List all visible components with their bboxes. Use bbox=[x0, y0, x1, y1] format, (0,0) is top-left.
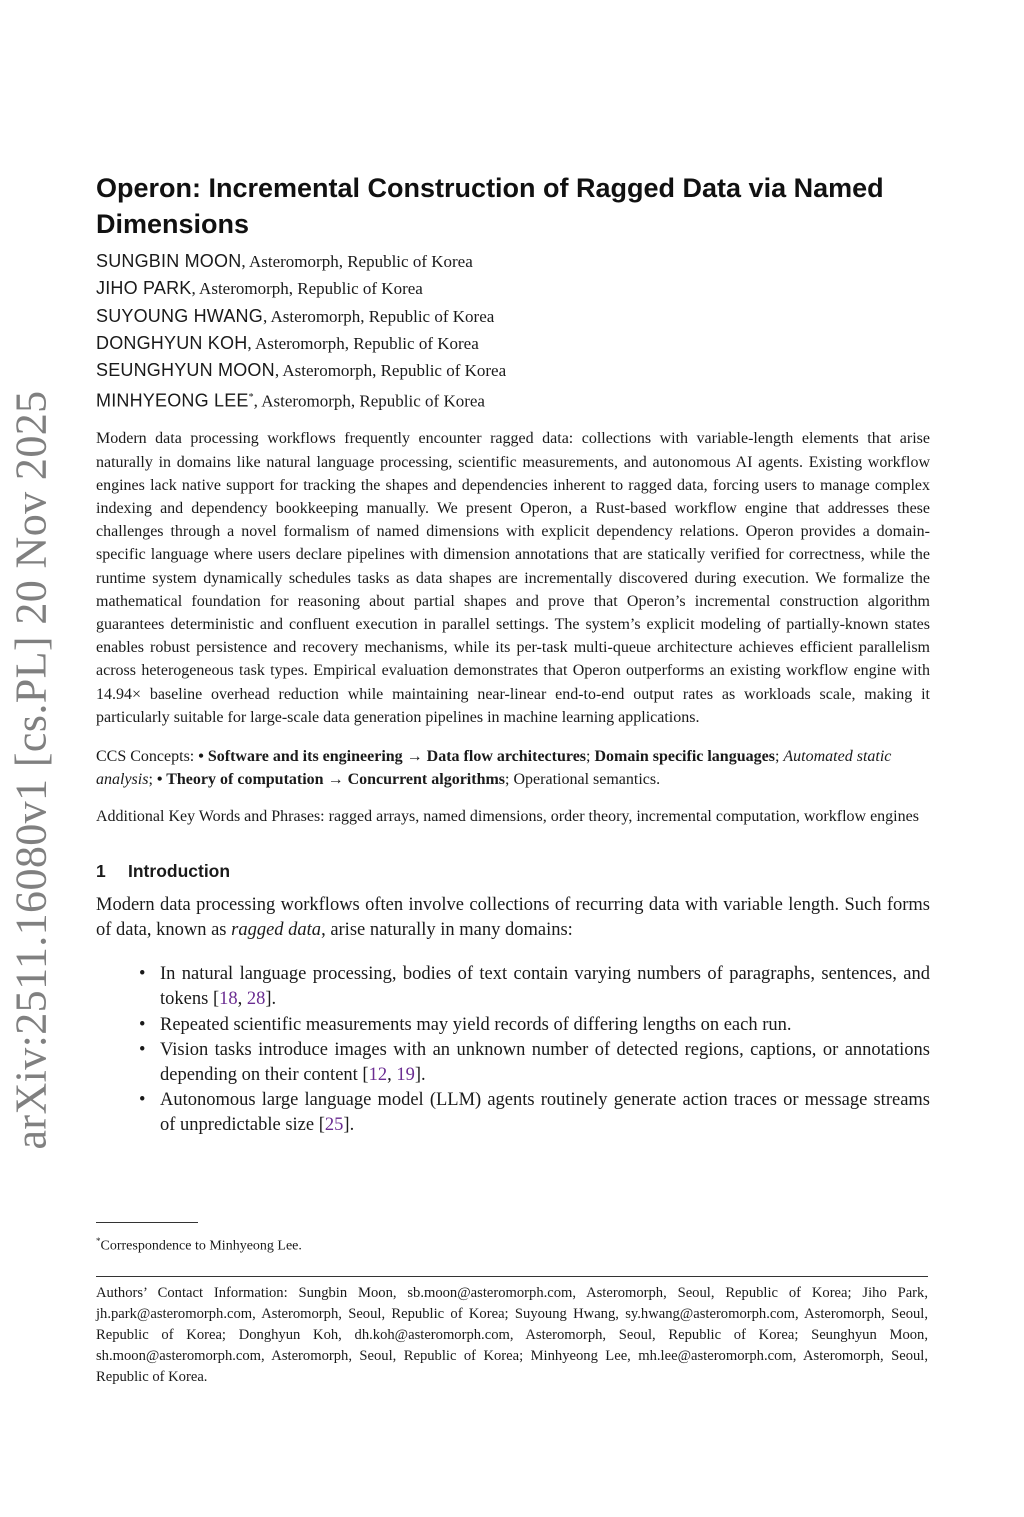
paper-title: Operon: Incremental Construction of Ragged Data via Named Dimensions bbox=[96, 173, 884, 239]
citation-link[interactable]: 25 bbox=[324, 1115, 344, 1136]
ccs-concept: Concurrent algorithms bbox=[347, 771, 506, 789]
list-item-text: Vision tasks introduce images with an unknown number of detected regions, captions, or annotations depending on their content bbox=[160, 1039, 930, 1085]
author-name: JIHO PARK bbox=[96, 278, 192, 299]
footnote bbox=[96, 1232, 302, 1256]
ccs-arrow: → bbox=[327, 771, 344, 789]
list-item-end: . bbox=[349, 1115, 355, 1136]
list-item bbox=[96, 1013, 930, 1038]
contact-divider bbox=[96, 1276, 928, 1277]
citation-link[interactable]: 12 bbox=[368, 1065, 388, 1085]
ccs-concept: Domain specific languages bbox=[594, 748, 775, 766]
author-name: MINHYEONG LEE bbox=[96, 391, 249, 412]
author-contact-info: Authors’ Contact Information: Sungbin Moon, sb.moon@asteromorph.com, Asteromorph, Seoul, Republic of Korea; Jiho Park, jh.park@asteromorph.com, Asteromorph, Seoul, Republic of Korea; Suyoung Hwang, sy.hwang@asteromorph.com, Asteromorph, Seoul, Republic of Korea; Donghyun Koh, dh.koh@asteromorph.com, Asteromorph, Seoul, Republic of Korea; Seunghyun Moon, sh.moon@asteromorph.com, Asteromorph, Seoul, Republic of Korea; Minhyeong Lee, mh.lee@asteromorph.com, Asteromorph, Seoul, Republic of Korea. bbox=[96, 1285, 928, 1385]
author-affiliation: Asteromorph, Republic of Korea bbox=[248, 252, 473, 271]
author-entry: MINHYEONG LEE*, Asteromorph, Republic of Korea bbox=[96, 391, 485, 412]
list-item-end: . bbox=[271, 989, 277, 1010]
section-heading bbox=[96, 859, 930, 883]
citation-link[interactable]: 28 bbox=[246, 989, 266, 1010]
list-item: • In natural language processing, bodies of text contain varying numbers of paragraphs, sentences, and tokens [18, 28]. bbox=[96, 962, 930, 1012]
footnote-divider bbox=[96, 1222, 198, 1223]
list-item: • Autonomous large language model (LLM) agents routinely generate action traces or message streams of unpredictable size [25]. bbox=[96, 1088, 930, 1138]
ccs-separator: ; bbox=[148, 771, 153, 789]
footnote-text: Correspondence to Minhyeong Lee. bbox=[100, 1238, 302, 1254]
author-entry: DONGHYUN KOH, Asteromorph, Republic of Korea bbox=[96, 332, 479, 353]
author-affiliation: Asteromorph, Republic of Korea bbox=[282, 361, 507, 381]
ccs-concept: Operational semantics. bbox=[513, 771, 661, 789]
citation-link[interactable]: 19 bbox=[396, 1065, 415, 1085]
section-number: 1 bbox=[96, 860, 106, 881]
footnote-marker[interactable]: * bbox=[248, 392, 254, 404]
keywords: Additional Key Words and Phrases: ragged arrays, named dimensions, order theory, incremental computation, workflow engines bbox=[96, 808, 919, 826]
abstract: Modern data processing workflows frequently encounter ragged data: collections with variable-length elements that arise naturally in domains like natural language processing, scientific measurements, and autonomous AI agents. Existing workflow engines lack native support for tracking the shapes and dependencies inherent to ragged data, forcing users to manage complex indexing and dependency bookkeeping manually. We present Operon, a Rust-based workflow engine that addresses these challenges through a novel formalism of named dimensions with explicit dependency relations. Operon provides a domain-specific language where users declare pipelines with dimension annotations that are statically verified for correctness, while the runtime system dynamically schedules tasks as data shapes are incrementally discovered during execution. We formalize the mathematical foundation for reasoning about partial shapes and prove that Operon’s incremental construction algorithm guarantees deterministic and confluent execution in parallel settings. The system’s explicit modeling of partially-known states enables robust persistence and recovery mechanisms, while its per-task multi-queue architecture achieves efficient parallelism across heterogeneous task types. Empirical evaluation demonstrates that Operon outperforms an existing workflow engine with 14.94× baseline overhead reduction while maintaining near-linear end-to-end output rates as workloads scale, making it particularly suitable for large-scale data generation pipelines in machine learning applications. bbox=[96, 430, 930, 726]
author-name: SUNGBIN MOON bbox=[96, 251, 242, 271]
intro-bullet-list bbox=[96, 962, 930, 1138]
author-list bbox=[96, 248, 930, 415]
author-name: DONGHYUN KOH bbox=[96, 332, 248, 353]
list-item-text: Repeated scientific measurements may yield records of differing lengths on each run. bbox=[160, 1014, 792, 1035]
list-item: • Vision tasks introduce images with an unknown number of detected regions, captions, or annotations depending on their content [12, 19]. bbox=[96, 1038, 930, 1088]
footnote-mark: * bbox=[96, 1236, 101, 1246]
author-affiliation: Asteromorph, Republic of Korea bbox=[199, 279, 423, 299]
list-item-text: Autonomous large language model (LLM) agents routinely generate action traces or message streams of unpredictable size bbox=[160, 1090, 930, 1136]
ccs-concept: Software and its engineering bbox=[207, 748, 403, 766]
author-name: SUYOUNG HWANG bbox=[96, 305, 263, 326]
ccs-separator: ; bbox=[586, 748, 591, 766]
author-entry: SUNGBIN MOON, Asteromorph, Republic of Korea bbox=[96, 251, 473, 271]
author-entry: SEUNGHYUN MOON, Asteromorph, Republic of Korea bbox=[96, 360, 507, 381]
author-affiliation: Asteromorph, Republic of Korea bbox=[261, 392, 485, 412]
intro-emphasis: ragged data bbox=[231, 920, 322, 941]
ccs-concept: Data flow architectures bbox=[426, 748, 587, 766]
intro-paragraph bbox=[96, 893, 930, 944]
list-item-text: In natural language processing, bodies of text contain varying numbers of paragraphs, sentences, and tokens bbox=[160, 964, 930, 1010]
ccs-concept: Automated static analysis bbox=[96, 748, 892, 789]
author-name: SEUNGHYUN MOON bbox=[96, 360, 275, 381]
ccs-bullet: • bbox=[156, 771, 163, 789]
arxiv-identifier-stamp: arXiv:2511.16080v1 [cs.PL] 20 Nov 2025 bbox=[6, 390, 56, 1150]
paper-page bbox=[96, 170, 930, 1139]
ccs-concepts bbox=[96, 745, 930, 791]
author-affiliation: Asteromorph, Republic of Korea bbox=[270, 306, 495, 326]
ccs-separator: ; bbox=[505, 771, 510, 789]
ccs-label: CCS Concepts: bbox=[96, 748, 195, 766]
author-entry: SUYOUNG HWANG, Asteromorph, Republic of Korea bbox=[96, 305, 495, 326]
ccs-separator: ; bbox=[774, 748, 780, 766]
ccs-concept: Theory of computation bbox=[166, 771, 324, 789]
citation-link[interactable]: 18 bbox=[219, 989, 238, 1010]
intro-text: Modern data processing workflows often involve collections of recurring data with variable length. Such forms of data, known as bbox=[96, 894, 930, 941]
section-title: Introduction bbox=[128, 860, 231, 881]
author-affiliation: Asteromorph, Republic of Korea bbox=[254, 333, 479, 353]
author-entry: JIHO PARK, Asteromorph, Republic of Korea bbox=[96, 278, 423, 299]
ccs-bullet: • bbox=[198, 748, 204, 766]
intro-text: , arise naturally in many domains: bbox=[321, 920, 573, 941]
ccs-arrow: → bbox=[406, 748, 423, 766]
list-item-end: . bbox=[421, 1065, 426, 1085]
